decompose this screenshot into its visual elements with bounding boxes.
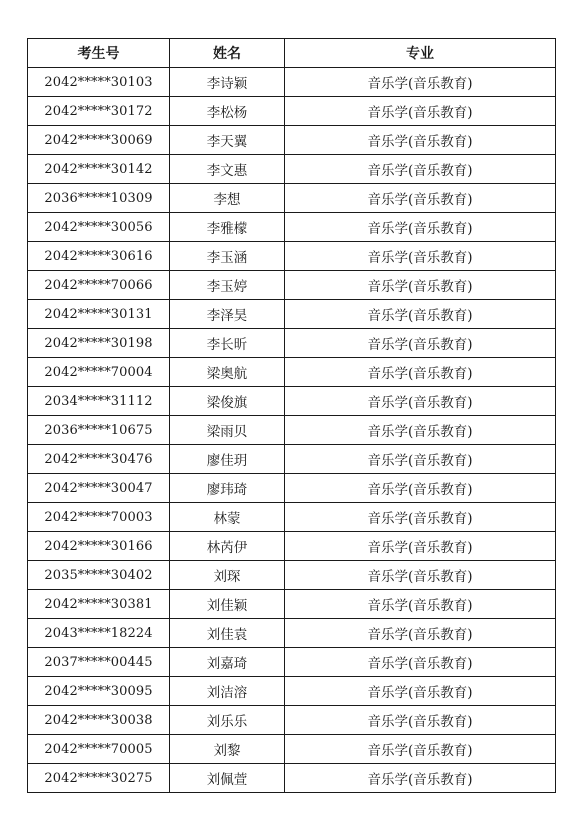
name-cell: 梁雨贝	[170, 416, 285, 445]
major-cell: 音乐学(音乐教育)	[285, 184, 556, 213]
name-cell: 刘琛	[170, 561, 285, 590]
major-cell: 音乐学(音乐教育)	[285, 619, 556, 648]
name-cell: 刘佳袁	[170, 619, 285, 648]
major-cell: 音乐学(音乐教育)	[285, 503, 556, 532]
table-row	[28, 184, 556, 213]
candidate-id-cell: 2042*****70004	[28, 358, 170, 387]
candidate-id-cell: 2042*****30038	[28, 706, 170, 735]
table-row	[28, 706, 556, 735]
major-cell: 音乐学(音乐教育)	[285, 68, 556, 97]
name-cell: 刘嘉琦	[170, 648, 285, 677]
header-candidate-id: 考生号	[28, 39, 170, 68]
table-row	[28, 445, 556, 474]
candidate-id-cell: 2043*****18224	[28, 619, 170, 648]
name-cell: 李松杨	[170, 97, 285, 126]
name-cell: 刘佳颖	[170, 590, 285, 619]
table-row	[28, 387, 556, 416]
candidate-id-cell: 2042*****30616	[28, 242, 170, 271]
candidate-id-cell: 2042*****30095	[28, 677, 170, 706]
table-row	[28, 648, 556, 677]
major-cell: 音乐学(音乐教育)	[285, 416, 556, 445]
table-row	[28, 68, 556, 97]
name-cell: 李玉涵	[170, 242, 285, 271]
major-cell: 音乐学(音乐教育)	[285, 155, 556, 184]
major-cell: 音乐学(音乐教育)	[285, 648, 556, 677]
name-cell: 李诗颖	[170, 68, 285, 97]
table-row	[28, 764, 556, 793]
name-cell: 刘乐乐	[170, 706, 285, 735]
table-row	[28, 474, 556, 503]
candidate-id-cell: 2042*****30476	[28, 445, 170, 474]
candidate-id-cell: 2034*****31112	[28, 387, 170, 416]
candidate-id-cell: 2035*****30402	[28, 561, 170, 590]
table-row	[28, 155, 556, 184]
name-cell: 廖佳玥	[170, 445, 285, 474]
candidate-id-cell: 2042*****30056	[28, 213, 170, 242]
header-name: 姓名	[170, 39, 285, 68]
name-cell: 刘黎	[170, 735, 285, 764]
table-row	[28, 561, 556, 590]
table-body	[28, 68, 556, 793]
major-cell: 音乐学(音乐教育)	[285, 300, 556, 329]
major-cell: 音乐学(音乐教育)	[285, 271, 556, 300]
table-row	[28, 329, 556, 358]
major-cell: 音乐学(音乐教育)	[285, 561, 556, 590]
major-cell: 音乐学(音乐教育)	[285, 445, 556, 474]
table-row	[28, 242, 556, 271]
candidate-id-cell: 2037*****00445	[28, 648, 170, 677]
candidate-id-cell: 2036*****10309	[28, 184, 170, 213]
candidate-id-cell: 2042*****70005	[28, 735, 170, 764]
admission-list-sheet	[27, 38, 555, 793]
major-cell: 音乐学(音乐教育)	[285, 387, 556, 416]
candidate-id-cell: 2042*****70066	[28, 271, 170, 300]
name-cell: 林芮伊	[170, 532, 285, 561]
name-cell: 林蒙	[170, 503, 285, 532]
major-cell: 音乐学(音乐教育)	[285, 764, 556, 793]
candidate-id-cell: 2042*****30198	[28, 329, 170, 358]
name-cell: 李天翼	[170, 126, 285, 155]
table-row	[28, 416, 556, 445]
name-cell: 刘佩萱	[170, 764, 285, 793]
name-cell: 李泽昊	[170, 300, 285, 329]
candidate-id-cell: 2042*****30047	[28, 474, 170, 503]
major-cell: 音乐学(音乐教育)	[285, 242, 556, 271]
candidate-id-cell: 2042*****70003	[28, 503, 170, 532]
major-cell: 音乐学(音乐教育)	[285, 474, 556, 503]
header-major: 专业	[285, 39, 556, 68]
major-cell: 音乐学(音乐教育)	[285, 97, 556, 126]
table-row	[28, 503, 556, 532]
candidate-id-cell: 2042*****30166	[28, 532, 170, 561]
candidate-id-cell: 2036*****10675	[28, 416, 170, 445]
table-row	[28, 358, 556, 387]
name-cell: 梁奥航	[170, 358, 285, 387]
candidate-id-cell: 2042*****30172	[28, 97, 170, 126]
candidate-id-cell: 2042*****30381	[28, 590, 170, 619]
admission-table	[27, 38, 556, 793]
major-cell: 音乐学(音乐教育)	[285, 735, 556, 764]
name-cell: 李雅檬	[170, 213, 285, 242]
name-cell: 廖玮琦	[170, 474, 285, 503]
major-cell: 音乐学(音乐教育)	[285, 590, 556, 619]
table-row	[28, 677, 556, 706]
table-row	[28, 735, 556, 764]
name-cell: 李想	[170, 184, 285, 213]
major-cell: 音乐学(音乐教育)	[285, 706, 556, 735]
table-header	[28, 39, 556, 68]
table-row	[28, 271, 556, 300]
table-row	[28, 126, 556, 155]
table-row	[28, 97, 556, 126]
name-cell: 李长昕	[170, 329, 285, 358]
major-cell: 音乐学(音乐教育)	[285, 126, 556, 155]
candidate-id-cell: 2042*****30131	[28, 300, 170, 329]
candidate-id-cell: 2042*****30103	[28, 68, 170, 97]
candidate-id-cell: 2042*****30069	[28, 126, 170, 155]
major-cell: 音乐学(音乐教育)	[285, 677, 556, 706]
major-cell: 音乐学(音乐教育)	[285, 329, 556, 358]
name-cell: 梁俊旗	[170, 387, 285, 416]
name-cell: 李玉婷	[170, 271, 285, 300]
table-row	[28, 213, 556, 242]
major-cell: 音乐学(音乐教育)	[285, 213, 556, 242]
header-row	[28, 39, 556, 68]
table-row	[28, 532, 556, 561]
table-row	[28, 590, 556, 619]
table-row	[28, 300, 556, 329]
major-cell: 音乐学(音乐教育)	[285, 358, 556, 387]
candidate-id-cell: 2042*****30142	[28, 155, 170, 184]
major-cell: 音乐学(音乐教育)	[285, 532, 556, 561]
table-row	[28, 619, 556, 648]
name-cell: 刘洁溶	[170, 677, 285, 706]
candidate-id-cell: 2042*****30275	[28, 764, 170, 793]
name-cell: 李文惠	[170, 155, 285, 184]
